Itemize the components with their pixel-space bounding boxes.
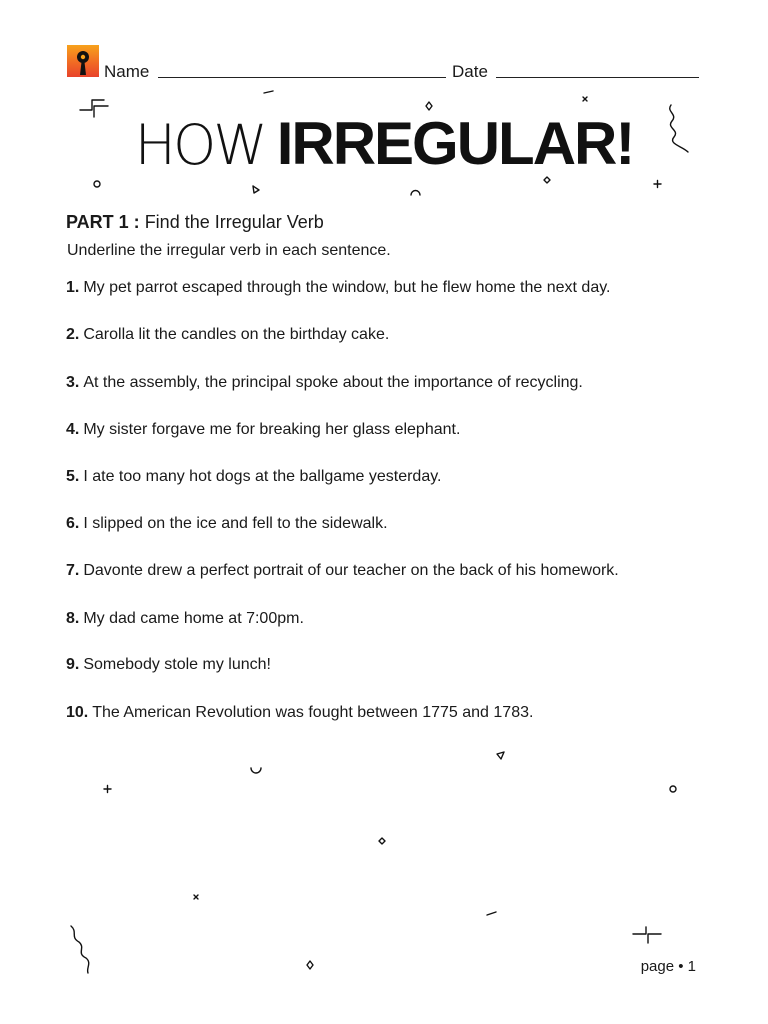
sentence-text: I slipped on the ice and fell to the sidewalk. <box>83 515 388 532</box>
arc-shape-icon <box>251 768 261 773</box>
sentence-text: The American Revolution was fought between 1775 and 1783. <box>92 704 534 721</box>
sentence-number: 7. <box>66 562 80 579</box>
squiggle-shape-icon <box>71 926 89 973</box>
date-label: Date <box>452 62 488 81</box>
sentence-number: 8. <box>66 610 80 627</box>
triangle-shape-icon <box>253 186 259 193</box>
sentence-number: 1. <box>66 279 80 296</box>
title-bold: IRREGULAR! <box>276 110 634 177</box>
squiggle-shape-icon <box>670 105 688 152</box>
sentence-text: My sister forgave me for breaking her glass elephant. <box>83 421 461 438</box>
sentence-text: Somebody stole my lunch! <box>83 656 271 673</box>
sentence-number: 2. <box>66 326 80 343</box>
sentence-text: At the assembly, the principal spoke about the importance of recycling. <box>83 374 583 391</box>
sentence-text: Carolla lit the candles on the birthday cake. <box>83 326 390 343</box>
sentence-number: 6. <box>66 515 80 532</box>
name-label: Name <box>104 62 150 81</box>
step-shape-icon <box>80 100 104 110</box>
dash-shape-icon <box>487 912 496 915</box>
plus-shape-icon <box>104 786 111 793</box>
part-label: PART 1 : <box>66 212 140 232</box>
diamond-shape-icon <box>544 177 550 183</box>
diamond-shape-icon <box>426 102 432 110</box>
sentence-text: I ate too many hot dogs at the ballgame yesterday. <box>83 468 442 485</box>
diamond-shape-icon <box>307 961 313 969</box>
diamond-shape-icon <box>379 838 385 844</box>
plus-shape-icon <box>654 181 661 188</box>
step-shape-icon <box>633 927 646 934</box>
sentence-text: My pet parrot escaped through the window, but he flew home the next day. <box>83 279 611 296</box>
step-shape-icon <box>648 934 661 943</box>
part-title: Find the Irregular Verb <box>144 212 324 232</box>
circle-shape-icon <box>94 181 100 187</box>
sentence-number: 3. <box>66 374 80 391</box>
sentence-number: 10. <box>66 704 89 721</box>
sentence-number: 4. <box>66 421 80 438</box>
cross-shape-icon <box>583 97 587 101</box>
cross-shape-icon <box>194 895 198 899</box>
triangle-shape-icon <box>497 752 504 759</box>
sentence-number: 5. <box>66 468 80 485</box>
sentence-text: Davonte drew a perfect portrait of our teacher on the back of his homework. <box>83 562 619 579</box>
dash-shape-icon <box>264 91 273 93</box>
arc-shape-icon <box>411 191 420 196</box>
sentence-text: My dad came home at 7:00pm. <box>83 610 304 627</box>
sentence-number: 9. <box>66 656 80 673</box>
title-light: HOW <box>134 113 265 177</box>
step-shape-icon <box>94 106 108 117</box>
circle-shape-icon <box>670 786 676 792</box>
page-number: page • 1 <box>640 958 696 975</box>
instructions: Underline the irregular verb in each sentence. <box>67 242 391 259</box>
